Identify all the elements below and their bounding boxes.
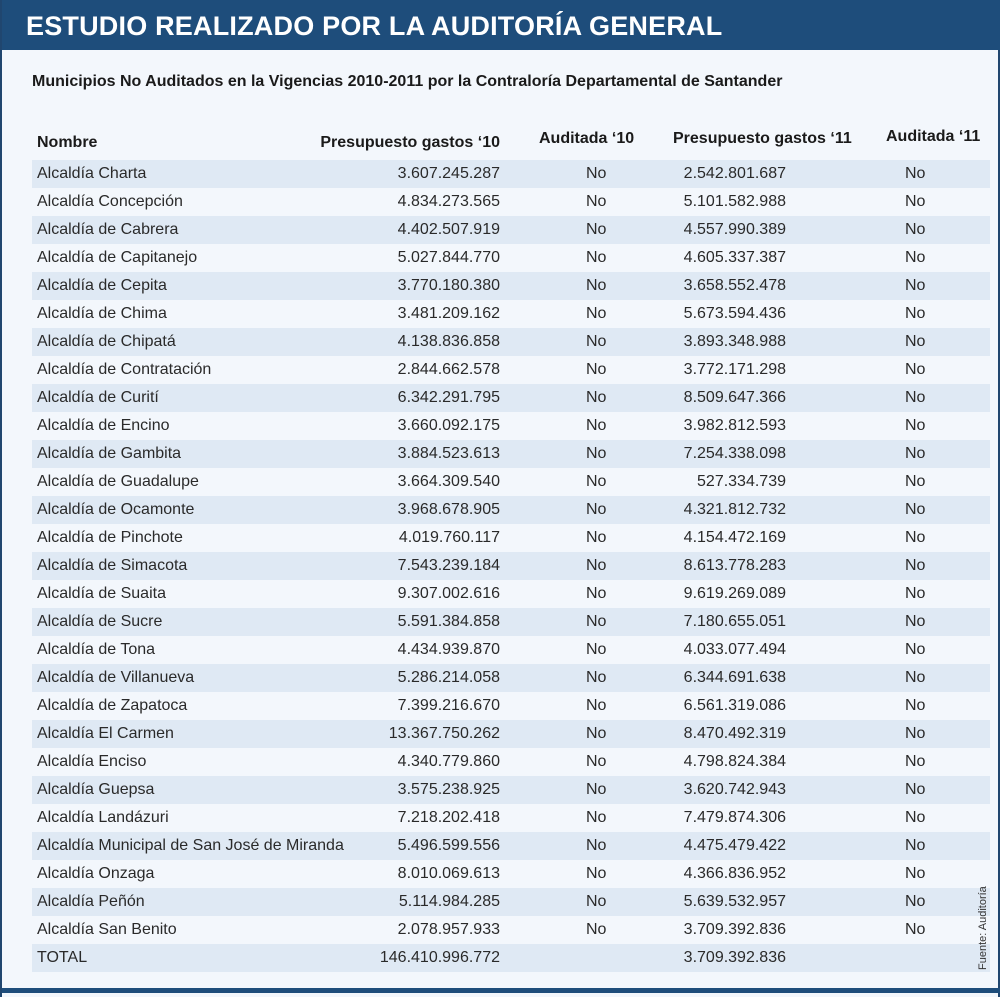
cell-auditada-10: No <box>586 277 607 294</box>
cell-nombre: Alcaldía de Sucre <box>37 613 163 630</box>
cell-presupuesto-10: 3.607.245.287 <box>397 165 500 182</box>
cell-presupuesto-11: 3.658.552.478 <box>683 277 786 294</box>
cell-nombre: Alcaldía Landázuri <box>37 809 169 826</box>
cell-presupuesto-10: 3.884.523.613 <box>397 445 500 462</box>
table-row <box>32 664 990 692</box>
cell-presupuesto-10: 5.591.384.858 <box>397 613 500 630</box>
cell-presupuesto-11: 7.180.655.051 <box>683 613 786 630</box>
cell-nombre: Alcaldía de Chipatá <box>37 333 176 350</box>
cell-auditada-11: No <box>905 753 926 770</box>
table-row <box>32 776 990 804</box>
cell-auditada-11: No <box>905 333 926 350</box>
cell-presupuesto-11: 5.639.532.957 <box>683 893 786 910</box>
table-row <box>32 608 990 636</box>
cell-presupuesto-10: 4.834.273.565 <box>397 193 500 210</box>
cell-auditada-10: No <box>586 585 607 602</box>
cell-auditada-11: No <box>905 613 926 630</box>
cell-auditada-10: No <box>586 781 607 798</box>
table-row <box>32 636 990 664</box>
cell-auditada-11: No <box>905 837 926 854</box>
cell-presupuesto-10: 146.410.996.772 <box>379 949 500 966</box>
cell-auditada-10: No <box>586 753 607 770</box>
cell-nombre: Alcaldía de Curití <box>37 389 159 406</box>
cell-presupuesto-10: 3.575.238.925 <box>397 781 500 798</box>
cell-auditada-11: No <box>905 809 926 826</box>
cell-auditada-10: No <box>586 809 607 826</box>
table-row <box>32 188 990 216</box>
table-row <box>32 328 990 356</box>
cell-presupuesto-11: 4.798.824.384 <box>683 753 786 770</box>
table-row <box>32 552 990 580</box>
cell-presupuesto-10: 7.543.239.184 <box>397 557 500 574</box>
cell-nombre: Alcaldía Onzaga <box>37 865 155 882</box>
table-row <box>32 748 990 776</box>
cell-nombre: Alcaldía de Ocamonte <box>37 501 195 518</box>
cell-auditada-11: No <box>905 361 926 378</box>
total-row <box>32 944 990 972</box>
cell-presupuesto-11: 4.605.337.387 <box>683 249 786 266</box>
cell-auditada-11: No <box>905 557 926 574</box>
cell-auditada-11: No <box>905 697 926 714</box>
cell-auditada-10: No <box>586 669 607 686</box>
table-row <box>32 580 990 608</box>
cell-presupuesto-11: 527.334.739 <box>697 473 786 490</box>
header-nombre: Nombre <box>37 134 98 151</box>
cell-nombre: Alcaldía de Capitanejo <box>37 249 198 266</box>
header-auditada-10: Auditada ‘10 <box>539 130 635 147</box>
cell-auditada-10: No <box>586 221 607 238</box>
cell-auditada-11: No <box>905 893 926 910</box>
table-row <box>32 832 990 860</box>
cell-presupuesto-11: 3.982.812.593 <box>683 417 786 434</box>
cell-auditada-11: No <box>905 389 926 406</box>
cell-nombre: TOTAL <box>37 949 88 966</box>
cell-nombre: Alcaldía Charta <box>37 165 147 182</box>
table-header <box>32 118 990 160</box>
cell-auditada-10: No <box>586 837 607 854</box>
table-row <box>32 860 990 888</box>
cell-presupuesto-11: 4.154.472.169 <box>683 529 786 546</box>
cell-presupuesto-10: 3.481.209.162 <box>397 305 500 322</box>
cell-auditada-10: No <box>586 305 607 322</box>
cell-auditada-11: No <box>905 165 926 182</box>
cell-presupuesto-11: 4.475.479.422 <box>683 837 786 854</box>
cell-nombre: Alcaldía de Cabrera <box>37 221 179 238</box>
cell-auditada-11: No <box>905 305 926 322</box>
cell-auditada-11: No <box>905 529 926 546</box>
cell-nombre: Alcaldía de Contratación <box>37 361 212 378</box>
table-row <box>32 412 990 440</box>
budget-table <box>32 118 990 972</box>
cell-nombre: Alcaldía de Gambita <box>37 445 182 462</box>
cell-presupuesto-11: 4.557.990.389 <box>683 221 786 238</box>
cell-presupuesto-10: 3.770.180.380 <box>397 277 500 294</box>
table-row <box>32 356 990 384</box>
cell-nombre: Alcaldía San Benito <box>37 921 177 938</box>
cell-auditada-11: No <box>905 249 926 266</box>
cell-presupuesto-10: 13.367.750.262 <box>388 725 500 742</box>
cell-nombre: Alcaldía de Villanueva <box>37 669 195 686</box>
cell-presupuesto-10: 7.399.216.670 <box>397 697 500 714</box>
cell-presupuesto-10: 4.434.939.870 <box>397 641 500 658</box>
cell-auditada-10: No <box>586 613 607 630</box>
table-row <box>32 272 990 300</box>
cell-auditada-10: No <box>586 865 607 882</box>
cell-presupuesto-10: 9.307.002.616 <box>397 585 500 602</box>
cell-presupuesto-11: 7.479.874.306 <box>683 809 786 826</box>
cell-presupuesto-11: 8.470.492.319 <box>683 725 786 742</box>
table-row <box>32 692 990 720</box>
cell-auditada-10: No <box>586 529 607 546</box>
cell-presupuesto-10: 3.660.092.175 <box>397 417 500 434</box>
table-row <box>32 384 990 412</box>
cell-presupuesto-10: 4.340.779.860 <box>397 753 500 770</box>
cell-auditada-11: No <box>905 445 926 462</box>
cell-presupuesto-11: 3.893.348.988 <box>683 333 786 350</box>
table-row <box>32 244 990 272</box>
cell-presupuesto-11: 8.613.778.283 <box>683 557 786 574</box>
cell-auditada-11: No <box>905 725 926 742</box>
cell-nombre: Alcaldía de Encino <box>37 417 170 434</box>
table-row <box>32 440 990 468</box>
cell-nombre: Alcaldía de Suaita <box>37 585 166 602</box>
cell-auditada-10: No <box>586 697 607 714</box>
cell-auditada-10: No <box>586 557 607 574</box>
cell-presupuesto-11: 8.509.647.366 <box>683 389 786 406</box>
cell-auditada-10: No <box>586 473 607 490</box>
cell-presupuesto-11: 4.321.812.732 <box>683 501 786 518</box>
cell-auditada-11: No <box>905 585 926 602</box>
cell-presupuesto-11: 3.709.392.836 <box>683 949 786 966</box>
cell-presupuesto-10: 2.078.957.933 <box>397 921 500 938</box>
cell-auditada-10: No <box>586 389 607 406</box>
cell-nombre: Alcaldía Concepción <box>37 193 183 210</box>
cell-presupuesto-10: 5.286.214.058 <box>397 669 500 686</box>
cell-presupuesto-10: 2.844.662.578 <box>397 361 500 378</box>
table-row <box>32 888 990 916</box>
table-row <box>32 916 990 944</box>
cell-auditada-11: No <box>905 865 926 882</box>
cell-presupuesto-11: 5.673.594.436 <box>683 305 786 322</box>
cell-auditada-10: No <box>586 501 607 518</box>
header-presupuesto-11: Presupuesto gastos ‘11 <box>673 130 852 147</box>
cell-presupuesto-11: 6.561.319.086 <box>683 697 786 714</box>
source-credit: Fuente: Auditoría <box>977 886 989 970</box>
cell-presupuesto-10: 4.138.836.858 <box>397 333 500 350</box>
cell-nombre: Alcaldía de Simacota <box>37 557 188 574</box>
cell-auditada-11: No <box>905 641 926 658</box>
cell-nombre: Alcaldía de Tona <box>37 641 156 658</box>
cell-presupuesto-11: 6.344.691.638 <box>683 669 786 686</box>
header-auditada-11: Auditada ‘11 <box>886 128 981 145</box>
cell-auditada-10: No <box>586 249 607 266</box>
cell-presupuesto-11: 9.619.269.089 <box>683 585 786 602</box>
table-row <box>32 160 990 188</box>
cell-presupuesto-10: 7.218.202.418 <box>397 809 500 826</box>
cell-auditada-10: No <box>586 725 607 742</box>
table-row <box>32 468 990 496</box>
cell-auditada-10: No <box>586 333 607 350</box>
cell-presupuesto-11: 4.033.077.494 <box>683 641 786 658</box>
cell-auditada-10: No <box>586 893 607 910</box>
cell-auditada-11: No <box>905 921 926 938</box>
cell-presupuesto-11: 7.254.338.098 <box>683 445 786 462</box>
cell-auditada-10: No <box>586 361 607 378</box>
cell-auditada-11: No <box>905 193 926 210</box>
cell-presupuesto-10: 4.019.760.117 <box>398 529 500 546</box>
header-presupuesto-10: Presupuesto gastos ‘10 <box>320 134 500 151</box>
table-row <box>32 496 990 524</box>
cell-auditada-11: No <box>905 781 926 798</box>
cell-nombre: Alcaldía de Chima <box>37 305 167 322</box>
cell-presupuesto-11: 3.620.742.943 <box>683 781 786 798</box>
cell-presupuesto-11: 3.772.171.298 <box>683 361 786 378</box>
page-title: ESTUDIO REALIZADO POR LA AUDITORÍA GENERAL <box>2 0 1000 50</box>
table-row <box>32 300 990 328</box>
cell-presupuesto-10: 3.968.678.905 <box>397 501 500 518</box>
table-row <box>32 720 990 748</box>
table-row <box>32 524 990 552</box>
cell-nombre: Alcaldía Peñón <box>37 893 145 910</box>
cell-presupuesto-10: 4.402.507.919 <box>397 221 500 238</box>
cell-auditada-10: No <box>586 921 607 938</box>
cell-auditada-11: No <box>905 277 926 294</box>
table-row <box>32 216 990 244</box>
cell-presupuesto-11: 5.101.582.988 <box>683 193 786 210</box>
bottom-rule <box>2 988 1000 993</box>
cell-presupuesto-11: 2.542.801.687 <box>683 165 786 182</box>
cell-auditada-10: No <box>586 417 607 434</box>
table-row <box>32 804 990 832</box>
cell-presupuesto-10: 8.010.069.613 <box>397 865 500 882</box>
cell-auditada-10: No <box>586 193 607 210</box>
cell-presupuesto-10: 5.027.844.770 <box>397 249 500 266</box>
cell-presupuesto-10: 6.342.291.795 <box>397 389 500 406</box>
cell-nombre: Alcaldía Guepsa <box>37 781 155 798</box>
cell-presupuesto-11: 4.366.836.952 <box>683 865 786 882</box>
cell-presupuesto-10: 5.114.984.285 <box>398 893 500 910</box>
table-body <box>32 160 990 972</box>
cell-nombre: Alcaldía Enciso <box>37 753 147 770</box>
cell-auditada-11: No <box>905 473 926 490</box>
table-subtitle: Municipios No Auditados en la Vigencias 2010-2011 por la Contraloría Departamental de Santander <box>32 73 783 90</box>
cell-nombre: Alcaldía de Cepita <box>37 277 167 294</box>
cell-nombre: Alcaldía de Guadalupe <box>37 473 199 490</box>
cell-auditada-10: No <box>586 641 607 658</box>
cell-nombre: Alcaldía de Pinchote <box>37 529 183 546</box>
cell-auditada-11: No <box>905 221 926 238</box>
cell-auditada-11: No <box>905 417 926 434</box>
cell-presupuesto-10: 5.496.599.556 <box>397 837 500 854</box>
cell-nombre: Alcaldía de Zapatoca <box>37 697 188 714</box>
cell-nombre: Alcaldía El Carmen <box>37 725 174 742</box>
cell-presupuesto-10: 3.664.309.540 <box>397 473 500 490</box>
cell-auditada-10: No <box>586 165 607 182</box>
cell-nombre: Alcaldía Municipal de San José de Miranda <box>37 837 344 854</box>
cell-auditada-11: No <box>905 501 926 518</box>
cell-auditada-10: No <box>586 445 607 462</box>
cell-auditada-11: No <box>905 669 926 686</box>
cell-presupuesto-11: 3.709.392.836 <box>683 921 786 938</box>
